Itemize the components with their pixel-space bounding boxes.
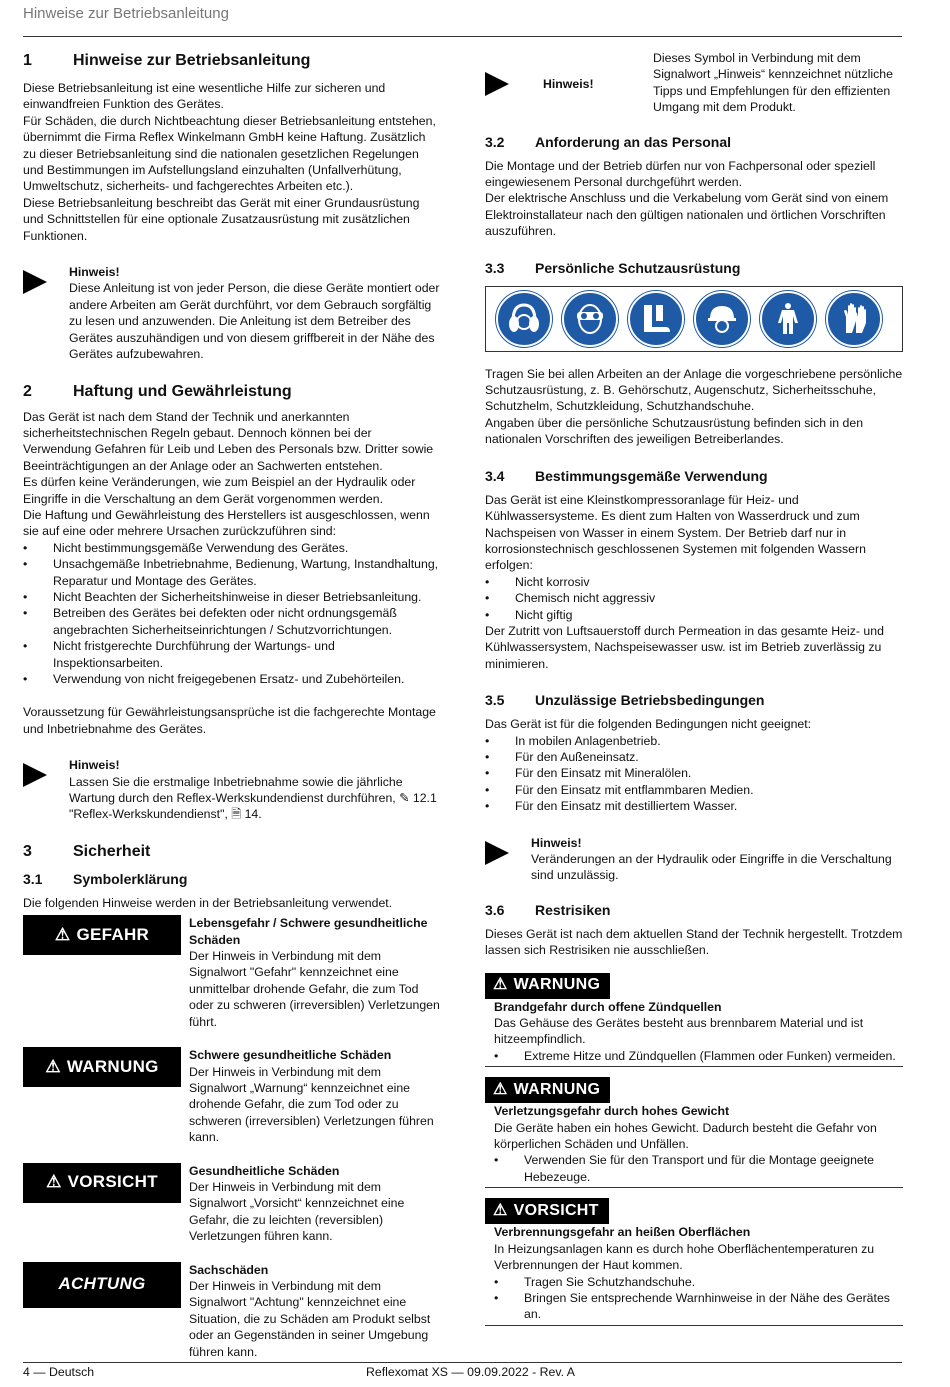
signal-vorsicht: ⚠ VORSICHT bbox=[23, 1163, 181, 1203]
s34-para: Das Gerät ist eine Kleinstkompressoranlage für Heiz- und Kühlwassersysteme. Es dient zum Halten von Wasserdruck und zum Nachspeisen von Wasser in einem System. Der Betrieb darf nur in korrosionstechnisch geschlossenen Systemen mit folgenden Wassern erfolgen: bbox=[485, 492, 866, 573]
symbol-achtung bbox=[23, 1262, 441, 1360]
list-item: • Betreiben des Gerätes bei defekten oder nicht ordnungsgemäß angebrachten Sicherheitseinrichtungen / Schutzvorrichtungen. bbox=[23, 605, 441, 638]
footer-doc: Reflexomat XS — 09.09.2022 - Rev. A bbox=[366, 1365, 575, 1379]
section-2-heading: 2 Haftung und Gewährleistung bbox=[23, 382, 292, 400]
risk-text: Die Geräte haben ein hohes Gewicht. Dadurch besteht die Gefahr von körperlichen Schäden und Unfällen. bbox=[494, 1120, 877, 1152]
signal-vorsicht: ⚠ VORSICHT bbox=[485, 1198, 609, 1224]
risk-title: Verbrennungsgefahr an heißen Oberflächen bbox=[494, 1225, 751, 1240]
footer-rule bbox=[23, 1362, 902, 1363]
hint-title: Hinweis! bbox=[69, 758, 120, 773]
symbol-text: Der Hinweis in Verbindung mit dem Signalwort „Warnung“ kennzeichnet eine drohende Gefahr, die zum Tod oder zu schweren (irreversiblen) Verletzungen führen kann. bbox=[189, 1064, 434, 1145]
risk-text: In Heizungsanlagen kann es durch hohe Oberflächentemperaturen zu Verbrennungen der Haut kommen. bbox=[494, 1241, 875, 1273]
list-item: • Verwenden Sie für den Transport und für die Montage geeignete Hebezeuge. bbox=[494, 1152, 903, 1185]
ear-protection-icon bbox=[496, 291, 552, 347]
header-rule bbox=[23, 36, 902, 37]
s2-para-3: Die Haftung und Gewährleistung des Herstellers ist ausgeschlossen, wenn sie auf eine oder mehrere Ursachen zurückzuführen sind: bbox=[23, 507, 430, 539]
list-item: • Unsachgemäße Inbetriebnahme, Bedienung, Wartung, Instandhaltung, Reparatur und Montage des Gerätes. bbox=[23, 556, 441, 589]
warning-triangle-icon: ⚠ bbox=[493, 976, 508, 994]
list-item: • Nicht giftig bbox=[485, 607, 903, 623]
list-item: • Chemisch nicht aggressiv bbox=[485, 590, 903, 606]
warning-triangle-icon: ⚠ bbox=[54, 925, 71, 945]
signal-warnung: ⚠ WARNUNG bbox=[485, 973, 610, 999]
symbol-text: Der Hinweis in Verbindung mit dem Signalwort "Gefahr" kennzeichnet eine unmittelbar drohende Gefahr, die zum Tod oder zu schweren (irreversiblen) Verletzungen führt. bbox=[189, 949, 440, 1029]
risk-box-hot-surface bbox=[485, 1198, 903, 1325]
s2-hint bbox=[23, 757, 441, 823]
list-item: • Für den Einsatz mit Mineralölen. bbox=[485, 765, 903, 781]
s35-list bbox=[485, 733, 903, 815]
s2-para-after: Voraussetzung für Gewährleistungsansprüche ist die fachgerechte Montage und Inbetriebnahme des Gerätes. bbox=[23, 705, 436, 736]
section-3-6-heading: 3.6 Restrisiken bbox=[485, 901, 611, 918]
s32-para-1: Die Montage und der Betrieb dürfen nur von Fachpersonal oder speziell eingewiesenem Personal durchgeführt werden. bbox=[485, 158, 876, 190]
section-3-4-heading: 3.4 Bestimmungsgemäße Verwendung bbox=[485, 467, 768, 484]
list-item: • Für den Einsatz mit entflammbaren Medien. bbox=[485, 782, 903, 798]
risk-title: Verletzungsgefahr durch hohes Gewicht bbox=[494, 1104, 730, 1119]
ppe-icon-strip bbox=[485, 286, 903, 352]
list-item: • Nicht bestimmungsgemäße Verwendung des Gerätes. bbox=[23, 540, 441, 556]
symbol-title: Schwere gesundheitliche Schäden bbox=[189, 1048, 392, 1063]
hint-explanation-text: Dieses Symbol in Verbindung mit dem Signalwort „Hinweis“ kennzeichnet nützliche Tipps und Empfehlungen für den effizienten Umgang mit dem Produkt. bbox=[653, 51, 893, 115]
left-column bbox=[23, 50, 441, 1360]
list-item: • Extreme Hitze und Zündquellen (Flammen oder Funken) vermeiden. bbox=[494, 1048, 903, 1064]
right-column bbox=[485, 50, 903, 1326]
hint-text: Lassen Sie die erstmalige Inbetriebnahme sowie die jährliche Wartung durch den Reflex-Werkskundendienst durchführen, ✎ 12.1 "Reflex-Werkskundendienst", 🗎 14. bbox=[69, 774, 437, 822]
hint-arrow-icon bbox=[485, 72, 509, 96]
signal-warnung: ⚠ WARNUNG bbox=[485, 1077, 610, 1103]
risk-box-fire bbox=[485, 973, 903, 1068]
section-3-1-heading: 3.1 Symbolerklärung bbox=[23, 870, 188, 887]
s31-intro: Die folgenden Hinweise werden in der Betriebsanleitung verwendet. bbox=[23, 895, 393, 910]
list-item: • Nicht Beachten der Sicherheitshinweise in dieser Betriebsanleitung. bbox=[23, 589, 441, 605]
helmet-icon bbox=[694, 291, 750, 347]
s1-para-2: Für Schäden, die durch Nichtbeachtung dieser Betriebsanleitung entstehen, übernimmt die Firma Reflex Winkelmann GmbH keine Haftung. Zusätzlich zu dieser Betriebsanleitung sind die nationalen gesetzlichen Regelungen und Bestimmungen im Aufstellungsland einzuhalten (Unfallverhütung, Umweltschutz, sicherheits- und fachgerechtes Arbeiten etc.). bbox=[23, 113, 436, 194]
s35-para: Das Gerät ist für die folgenden Bedingungen nicht geeignet: bbox=[485, 717, 812, 732]
s34-para-after: Der Zutritt von Luftsauerstoff durch Permeation in das gesamte Heiz- und Kühlwassersystem, Nachspeisewasser usw. ist im Betrieb zuverlässig zu minimieren. bbox=[485, 623, 884, 671]
protective-clothing-icon bbox=[760, 291, 816, 347]
list-item: • Verwendung von nicht freigegebenen Ersatz- und Zubehörteilen. bbox=[23, 671, 441, 687]
list-item: • Tragen Sie Schutzhandschuhe. bbox=[494, 1274, 903, 1290]
warning-triangle-icon: ⚠ bbox=[493, 1202, 508, 1220]
list-item: • Nicht korrosiv bbox=[485, 574, 903, 590]
s33-para-1: Tragen Sie bei allen Arbeiten an der Anlage die vorgeschriebene persönliche Schutzausrüstung, z. B. Gehörschutz, Augenschutz, Sicherheitsschuhe, Schutzhelm, Schutzkleidung, Schutzhandschuhe. bbox=[485, 366, 903, 414]
footer-page: 4 — Deutsch bbox=[23, 1365, 95, 1379]
hint-title: Hinweis! bbox=[69, 265, 120, 280]
s33-para-2: Angaben über die persönliche Schutzausrüstung befinden sich in den nationalen Vorschriften des jeweiligen Betreiberlandes. bbox=[485, 415, 864, 447]
hint-text: Veränderungen an der Hydraulik oder Eingriffe in die Verschaltung sind unzulässig. bbox=[531, 852, 892, 883]
s35-hint bbox=[485, 835, 903, 884]
risk-text: Das Gehäuse des Gerätes besteht aus brennbarem Material und ist hitzeempfindlich. bbox=[494, 1016, 864, 1047]
list-item: • Für den Außeneinsatz. bbox=[485, 749, 903, 765]
list-item: • In mobilen Anlagenbetrieb. bbox=[485, 733, 903, 749]
hint-arrow-icon bbox=[485, 841, 509, 865]
section-3-3-heading: 3.3 Persönliche Schutzausrüstung bbox=[485, 259, 741, 276]
warning-triangle-icon: ⚠ bbox=[46, 1172, 62, 1192]
eye-protection-icon bbox=[562, 291, 618, 347]
hint-title: Hinweis! bbox=[531, 835, 582, 850]
safety-boots-icon bbox=[628, 291, 684, 347]
hint-arrow-icon bbox=[23, 763, 47, 787]
list-item: • Bringen Sie entsprechende Warnhinweise in der Nähe des Gerätes an. bbox=[494, 1290, 903, 1323]
s1-para-3: Diese Betriebsanleitung beschreibt das Gerät mit einer Grundausrüstung und Schnittstellen für eine optionale Zusatzausrüstung mit zusätzlichen Funktionen. bbox=[23, 195, 420, 243]
hint-arrow-icon bbox=[23, 270, 47, 294]
hint-text: Diese Anleitung ist von jeder Person, die diese Geräte montiert oder andere Arbeiten am Gerät durchführt, vor dem Gebrauch sorgfältig zu lesen und anzuwenden. Die Anleitung ist dem Betreiber des Gerätes auszuhändigen und von diesem griffbereit in der Nähe des Gerätes aufzubewahren. bbox=[69, 281, 440, 362]
s2-list bbox=[23, 540, 441, 688]
s1-hint bbox=[23, 264, 441, 362]
gloves-icon bbox=[826, 291, 882, 347]
list-item: • Für den Einsatz mit destilliertem Wasser. bbox=[485, 798, 903, 814]
signal-warnung: ⚠ WARNUNG bbox=[23, 1047, 181, 1087]
section-1-heading: 1 Hinweise zur Betriebsanleitung bbox=[23, 52, 311, 69]
risk-title: Brandgefahr durch offene Zündquellen bbox=[494, 999, 722, 1014]
hint-label: Hinweis! bbox=[543, 77, 594, 91]
symbol-title: Sachschäden bbox=[189, 1262, 269, 1277]
symbol-vorsicht bbox=[23, 1163, 441, 1245]
signal-achtung: ACHTUNG bbox=[23, 1262, 181, 1308]
section-3-5-heading: 3.5 Unzulässige Betriebsbedingungen bbox=[485, 692, 765, 709]
symbol-text: Der Hinweis in Verbindung mit dem Signalwort "Achtung" kennzeichnet eine Situation, die zu Schäden am Produkt selbst oder an Gegenständen in seiner Umgebung führen kann. bbox=[189, 1278, 431, 1359]
symbol-title: Gesundheitliche Schäden bbox=[189, 1163, 340, 1178]
s2-para-1: Das Gerät ist nach dem Stand der Technik und anerkannten sicherheitstechnischen Regeln gebaut. Dennoch können bei der Verwendung Gefahren für Leib und Leben des Personals bzw. Dritter sowie Beeinträchtigungen an der Anlage oder an Sachwerten entstehen. bbox=[23, 409, 434, 473]
symbol-warnung bbox=[23, 1047, 441, 1145]
risk-box-weight bbox=[485, 1077, 903, 1188]
section-3-2-heading: 3.2 Anforderung an das Personal bbox=[485, 133, 732, 150]
running-header: Hinweise zur Betriebsanleitung bbox=[23, 5, 229, 22]
list-item: • Nicht fristgerechte Durchführung der Wartungs- und Inspektionsarbeiten. bbox=[23, 638, 441, 671]
s32-para-2: Der elektrische Anschluss und die Verkabelung vom Gerät sind von einem Elektroinstallateur nach den gültigen nationalen und örtlichen Vorschriften auszuführen. bbox=[485, 191, 889, 239]
s1-para-1: Diese Betriebsanleitung ist eine wesentliche Hilfe zur sicheren und einwandfreien Funktion des Gerätes. bbox=[23, 81, 386, 112]
s34-list bbox=[485, 574, 903, 623]
s2-para-2: Es dürfen keine Veränderungen, wie zum Beispiel an der Hydraulik oder Eingriffe in die Verschaltung an dem Gerät vorgenommen werden. bbox=[23, 475, 416, 506]
hint-symbol-explanation bbox=[485, 50, 903, 116]
section-3-heading: 3 Sicherheit bbox=[23, 842, 151, 860]
symbol-title: Lebensgefahr / Schwere gesundheitliche Schäden bbox=[189, 916, 428, 947]
s36-para: Dieses Gerät ist nach dem aktuellen Stand der Technik hergestellt. Trotzdem lassen sich Restrisiken nie ausschließen. bbox=[485, 926, 903, 958]
warning-triangle-icon: ⚠ bbox=[493, 1081, 508, 1099]
warning-triangle-icon: ⚠ bbox=[45, 1056, 61, 1076]
symbol-gefahr bbox=[23, 915, 441, 1030]
signal-gefahr: ⚠ GEFAHR bbox=[23, 915, 181, 955]
symbol-text: Der Hinweis in Verbindung mit dem Signalwort „Vorsicht“ kennzeichnet eine Gefahr, die zu leichten (reversiblen) Verletzungen führen kann. bbox=[189, 1179, 405, 1244]
